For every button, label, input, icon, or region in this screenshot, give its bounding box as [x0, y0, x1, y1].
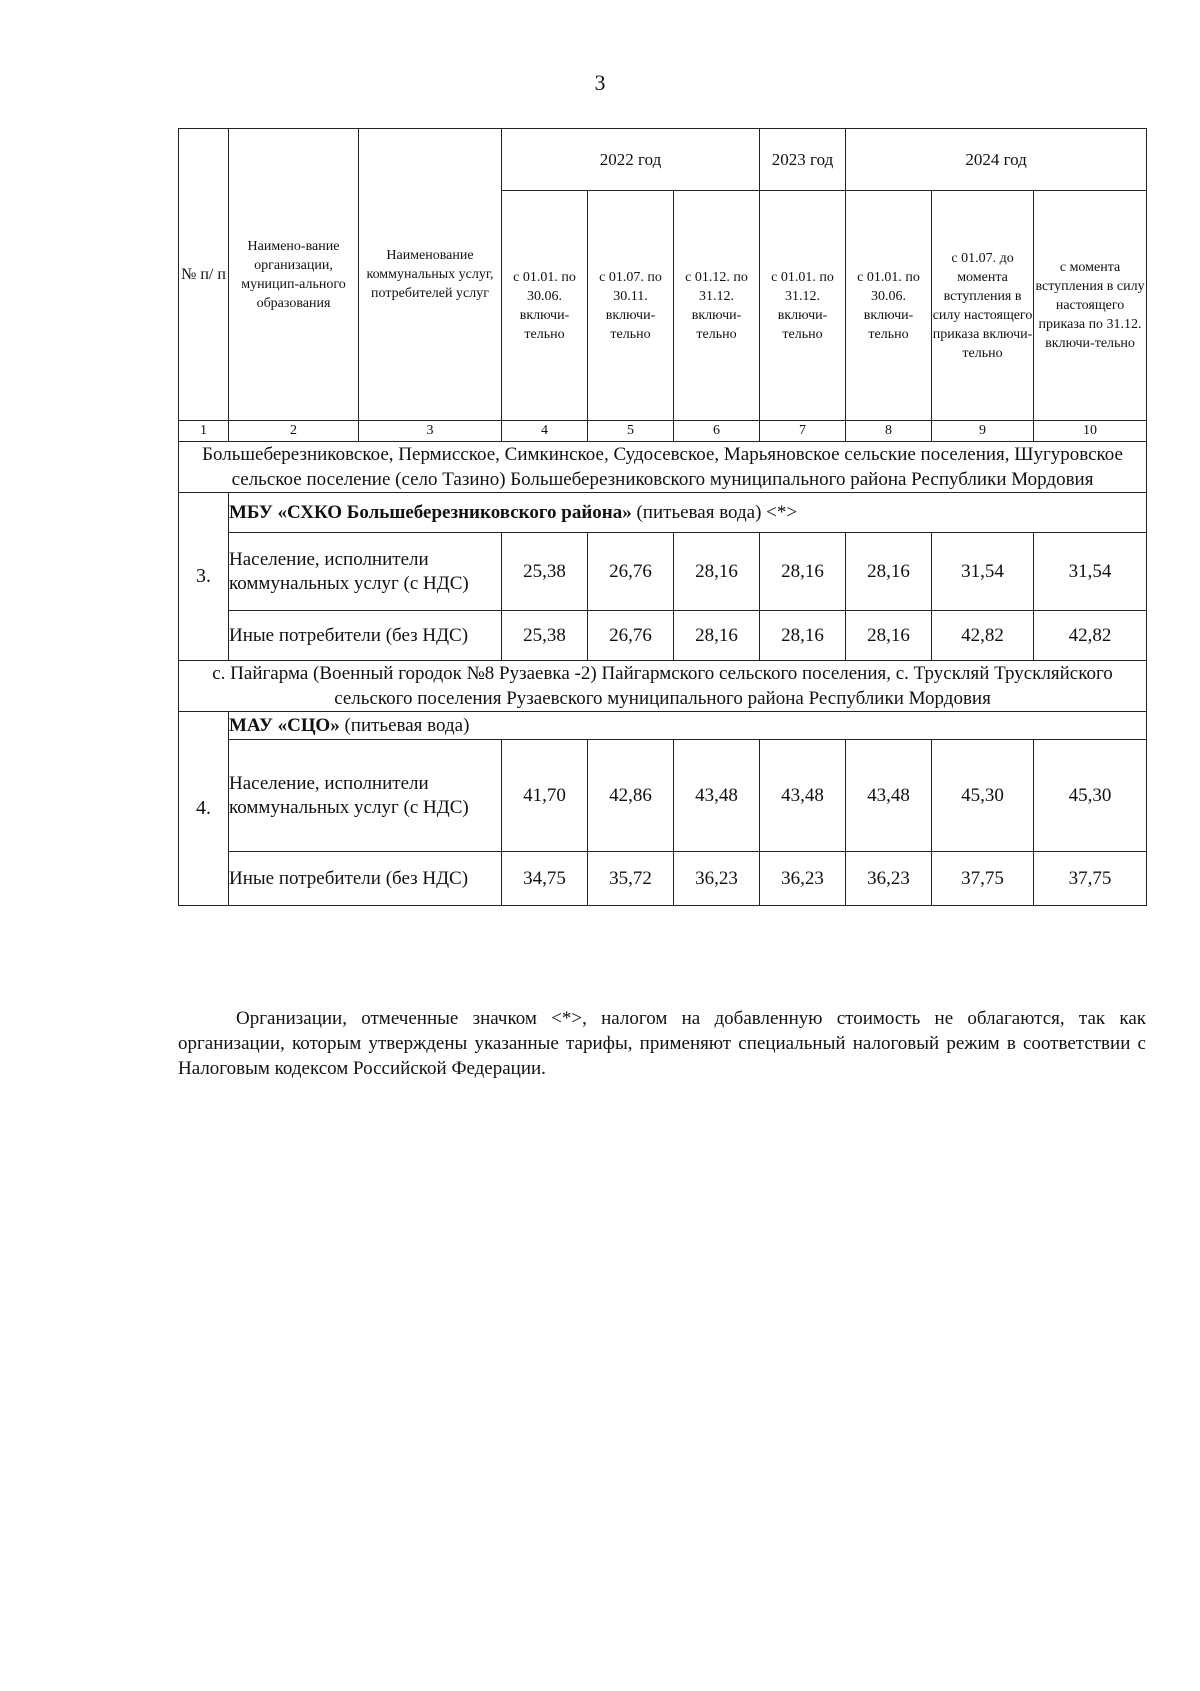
footnote: Организации, отмеченные значком <*>, налогом на добавленную стоимость не облагаются, так как организации, которым утверждены указанные тарифы, применяют специальный налоговый режим в соответствии с Налоговым кодексом Российской Федерации.: [178, 1008, 1146, 1079]
consumer-label: Население, исполнители коммунальных услуг (с НДС): [229, 533, 502, 611]
header-period-2: с 01.07. по 30.11. включи-тельно: [588, 191, 674, 421]
header-year-2024: 2024 год: [846, 129, 1147, 191]
tariff-value: 43,48: [760, 740, 846, 852]
tariff-value: 45,30: [1034, 740, 1147, 852]
tariff-value: 36,23: [760, 852, 846, 906]
header-period-7: с момента вступления в силу настоящего приказа по 31.12. включи-тельно: [1034, 191, 1147, 421]
tariff-value: 25,38: [502, 533, 588, 611]
organization-service: (питьевая вода): [339, 714, 470, 736]
page-number: 3: [594, 70, 606, 95]
region-heading: с. Пайгарма (Военный городок №8 Рузаевка -2) Пайгармского сельского поселения, с. Трускляй Трускляйского сельского поселения Рузаевского муниципального района Республики Мордовия: [179, 661, 1147, 712]
tariff-value: 31,54: [932, 533, 1034, 611]
column-number: 1: [179, 421, 229, 442]
column-number: 6: [674, 421, 760, 442]
header-year-2023: 2023 год: [760, 129, 846, 191]
tariff-value: 36,23: [846, 852, 932, 906]
tariff-value: 43,48: [846, 740, 932, 852]
header-organization: Наимено-вание организации, муницип-ального образования: [229, 129, 359, 421]
organization-name: [229, 712, 1147, 740]
tariff-value: 28,16: [846, 611, 932, 661]
tariff-value: 36,23: [674, 852, 760, 906]
tariff-table: [178, 128, 1147, 906]
tariff-value: 35,72: [588, 852, 674, 906]
row-number: 3.: [179, 493, 229, 661]
tariff-value: 45,30: [932, 740, 1034, 852]
region-heading: Большеберезниковское, Пермисское, Симкинское, Судосевское, Марьяновское сельские поселения, Шугуровское сельское поселение (село Тазино) Большеберезниковского муниципального района Республики Мордовия: [179, 442, 1147, 493]
organization-service: (питьевая вода) <*>: [631, 501, 798, 523]
tariff-value: 28,16: [674, 533, 760, 611]
tariff-value: 43,48: [674, 740, 760, 852]
column-number: 9: [932, 421, 1034, 442]
tariff-value: 28,16: [846, 533, 932, 611]
organization-name-bold: МАУ «СЦО»: [229, 714, 340, 736]
tariff-value: 37,75: [1034, 852, 1147, 906]
header-period-4: с 01.01. по 31.12. включи-тельно: [760, 191, 846, 421]
column-number: 10: [1034, 421, 1147, 442]
tariff-value: 26,76: [588, 533, 674, 611]
organization-name-bold: МБУ «СХКО Большеберезниковского района»: [229, 501, 632, 523]
header-period-5: с 01.01. по 30.06. включи-тельно: [846, 191, 932, 421]
header-no: № п/ п: [179, 129, 229, 421]
organization-name: [229, 493, 1147, 533]
row-number: 4.: [179, 712, 229, 906]
header-year-2022: 2022 год: [502, 129, 760, 191]
header-period-1: с 01.01. по 30.06. включи-тельно: [502, 191, 588, 421]
tariff-value: 41,70: [502, 740, 588, 852]
column-number: 3: [359, 421, 502, 442]
tariff-value: 31,54: [1034, 533, 1147, 611]
header-period-6: с 01.07. до момента вступления в силу настоящего приказа включи-тельно: [932, 191, 1034, 421]
column-number: 8: [846, 421, 932, 442]
consumer-label: Иные потребители (без НДС): [229, 852, 502, 906]
tariff-value: 28,16: [760, 533, 846, 611]
consumer-label: Иные потребители (без НДС): [229, 611, 502, 661]
tariff-value: 26,76: [588, 611, 674, 661]
column-number: 4: [502, 421, 588, 442]
tariff-value: 37,75: [932, 852, 1034, 906]
header-service: Наименование коммунальных услуг, потребителей услуг: [359, 129, 502, 421]
tariff-value: 28,16: [760, 611, 846, 661]
column-number: 5: [588, 421, 674, 442]
tariff-value: 25,38: [502, 611, 588, 661]
column-number: 7: [760, 421, 846, 442]
tariff-value: 42,86: [588, 740, 674, 852]
tariff-value: 42,82: [1034, 611, 1147, 661]
column-number: 2: [229, 421, 359, 442]
header-period-3: с 01.12. по 31.12. включи-тельно: [674, 191, 760, 421]
tariff-value: 34,75: [502, 852, 588, 906]
tariff-value: 28,16: [674, 611, 760, 661]
consumer-label: Население, исполнители коммунальных услуг (с НДС): [229, 740, 502, 852]
tariff-value: 42,82: [932, 611, 1034, 661]
